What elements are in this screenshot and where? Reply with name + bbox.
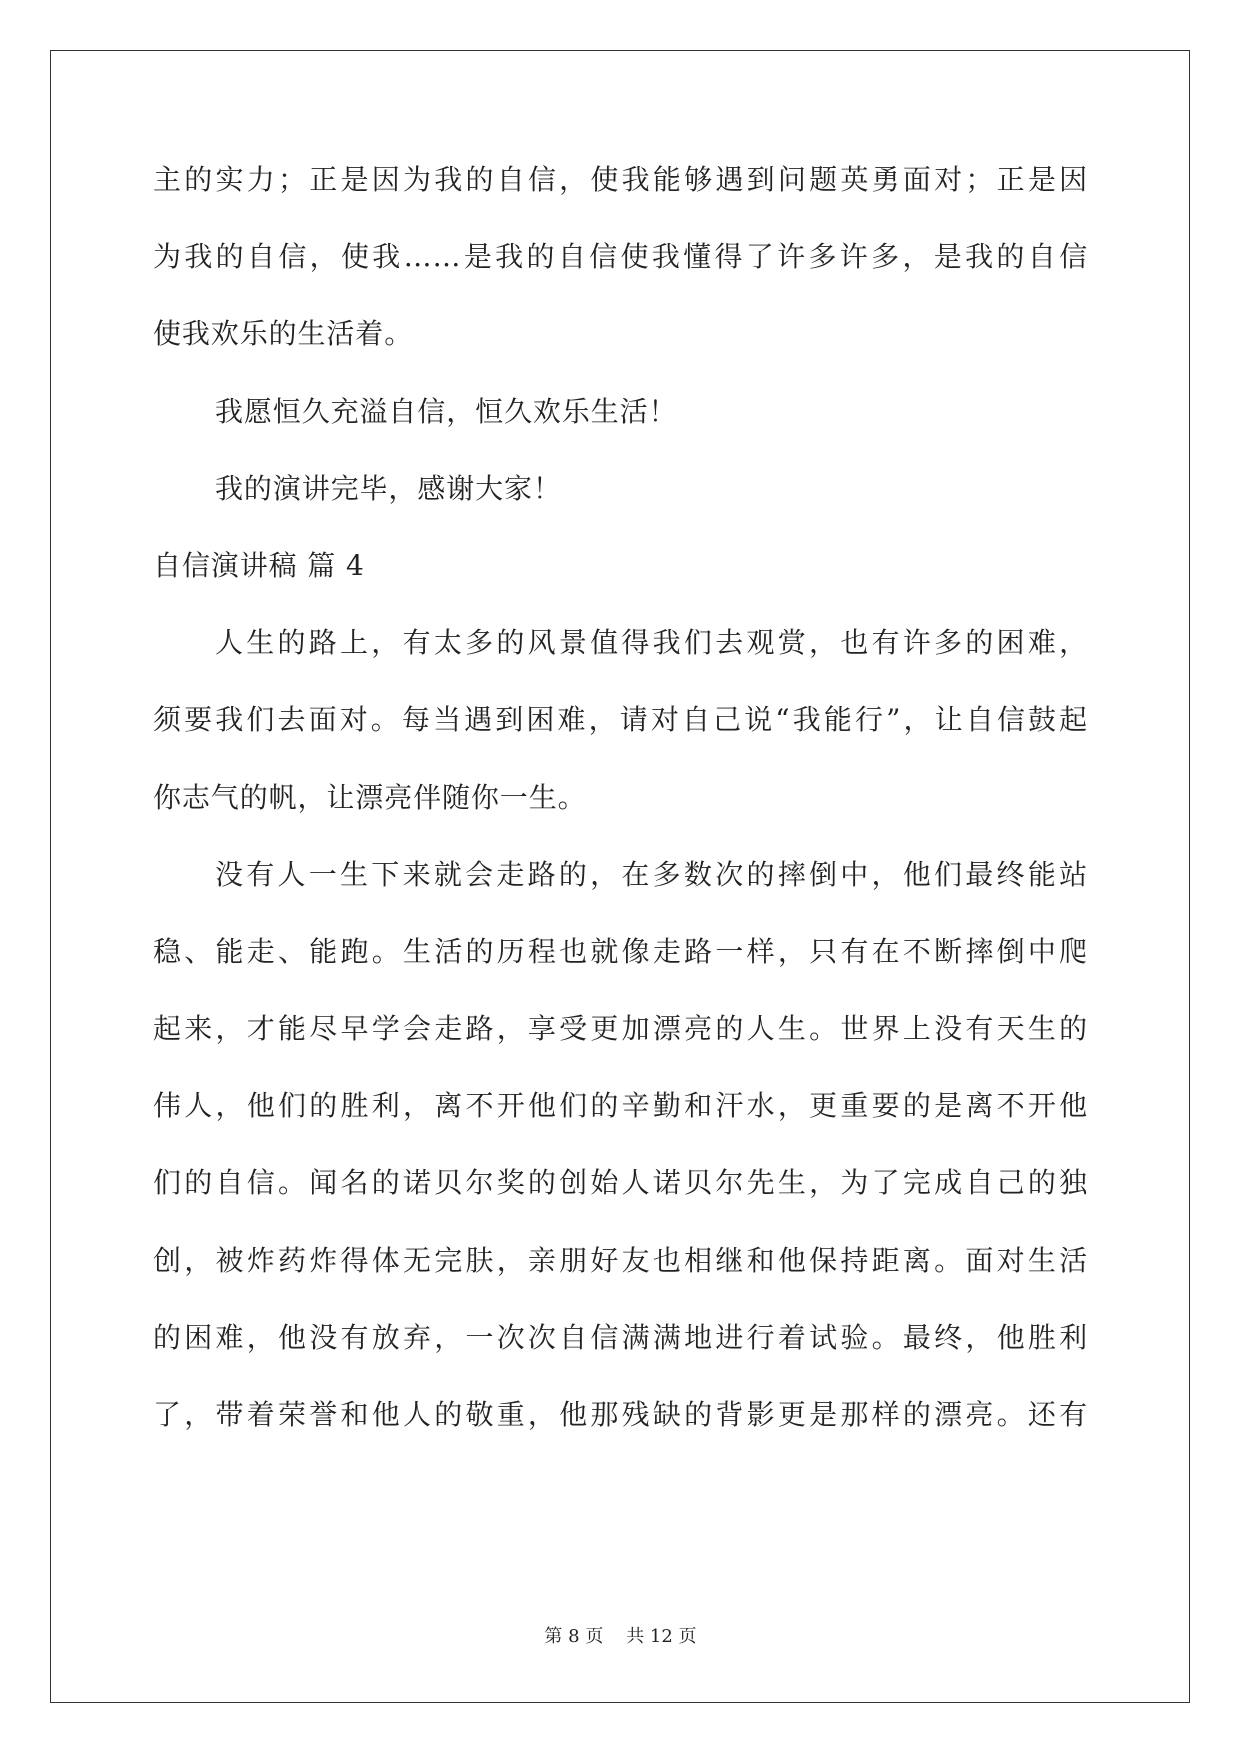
text-line: 主的实力；正是因为我的自信，使我能够遇到问题英勇面对；正是因 bbox=[153, 163, 1088, 196]
text-line: 我愿恒久充溢自信，恒久欢乐生活！ bbox=[215, 394, 678, 428]
text-line: 使我欢乐的生活着。 bbox=[153, 317, 414, 351]
section-heading: 自信演讲稿 篇 4 bbox=[153, 548, 365, 582]
text-line: 创，被炸药炸得体无完肤，亲朋好友也相继和他保持距离。面对生活 bbox=[153, 1243, 1088, 1277]
text-line: 为我的自信，使我……是我的自信使我懂得了许多许多，是我的自信 bbox=[153, 240, 1088, 274]
text-line: 伟人，他们的胜利，离不开他们的辛勤和汗水，更重要的是离不开他 bbox=[153, 1089, 1088, 1123]
text-line: 起来，才能尽早学会走路，享受更加漂亮的人生。世界上没有天生的 bbox=[153, 1012, 1088, 1046]
text-line: 没有人一生下来就会走路的，在多数次的摔倒中，他们最终能站 bbox=[215, 857, 1088, 891]
page-number-footer: 第 8 页 共 12 页 bbox=[544, 1626, 697, 1647]
text-line: 们的自信。闻名的诺贝尔奖的创始人诺贝尔先生，为了完成自己的独 bbox=[153, 1166, 1088, 1200]
text-line: 稳、能走、能跑。生活的历程也就像走路一样，只有在不断摔倒中爬 bbox=[153, 934, 1088, 968]
text-line: 须要我们去面对。每当遇到困难，请对自己说“我能行”，让自信鼓起 bbox=[153, 703, 1088, 737]
text-line: 我的演讲完毕，感谢大家！ bbox=[215, 471, 562, 505]
text-line: 了，带着荣誉和他人的敬重，他那残缺的背影更是那样的漂亮。还有 bbox=[153, 1398, 1088, 1431]
text-line: 人生的路上，有太多的风景值得我们去观赏，也有许多的困难， bbox=[215, 626, 1088, 660]
text-line: 你志气的帆，让漂亮伴随你一生。 bbox=[153, 780, 587, 814]
text-line: 的困难，他没有放弃，一次次自信满满地进行着试验。最终，他胜利 bbox=[153, 1320, 1088, 1354]
document-body bbox=[153, 160, 1088, 1472]
